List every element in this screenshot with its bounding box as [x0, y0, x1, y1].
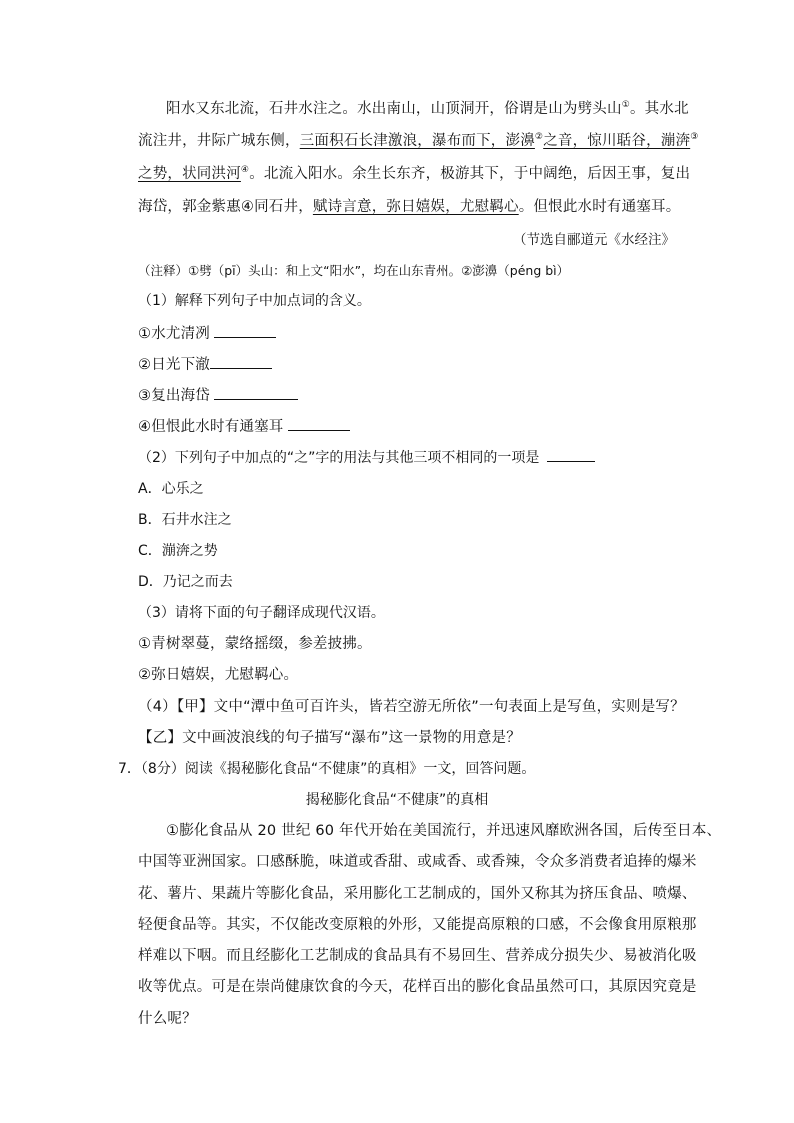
passage-text: 阳水又东北流，石井水注之。水出南山，山顶洞开，俗谓是山为劈头山: [166, 101, 622, 117]
passage-text: 。其水北: [629, 101, 689, 117]
question-2-option-a: A．心乐之: [138, 481, 204, 497]
question-4-line-2: 【乙】文中画波浪线的句子描写“瀑布”这一景物的用意是？: [138, 730, 521, 746]
article-line: 花、薯片、果蔬片等膨化食品，采用膨化工艺制成的，国外又称其为挤压食品、喷爆、: [138, 886, 697, 902]
item-text: ②日光下澈: [138, 357, 210, 373]
question-7-stem: 7．（8分）阅读《揭秘膨化食品“不健康”的真相》一文，回答问题。: [118, 761, 536, 777]
article-line: 收等优点。可是在崇尚健康饮食的今天，花样百出的膨化食品虽然可口，其原因究竟是: [138, 979, 697, 995]
footnote-mark: ①: [621, 100, 630, 111]
underlined-sentence: 之势，状同洪河: [138, 166, 241, 182]
question-3-item: ①青树翠蔓，蒙络摇缀，参差披拂。: [138, 636, 372, 652]
question-1-item: [138, 416, 350, 437]
article-line: 什么呢？: [138, 1011, 197, 1027]
answer-blank[interactable]: [547, 447, 595, 462]
article-line: 轻便食品等。其实，不仅能改变原粮的外形，又能提高原粮的口感，不会像食用原粮那: [138, 917, 697, 933]
footnote-mark: ②: [534, 132, 544, 143]
underlined-sentence: 三面积石长津激浪，瀑布而下，澎濞: [299, 133, 535, 149]
answer-blank[interactable]: [214, 385, 298, 400]
passage-source: （节选自郦道元《水经注》: [513, 232, 675, 248]
underlined-sentence: 之音，惊川聒谷，漰渀: [543, 133, 691, 149]
passage-line-1: [166, 99, 689, 119]
article-line: 中国等亚洲国家。口感酥脆，味道或香甜、或咸香、或香辣，令众多消费者追捧的爆米: [138, 854, 697, 870]
article-title: 揭秘膨化食品“不健康”的真相: [305, 792, 489, 808]
question-1-item: [138, 323, 276, 344]
item-text: ①水尤清冽: [138, 326, 210, 342]
answer-blank[interactable]: [210, 354, 272, 369]
question-1-item: [138, 354, 272, 375]
question-3-item: ②弥日嬉娱，尤慰羁心。: [138, 667, 299, 683]
question-1-item: [138, 385, 298, 406]
passage-text: 海岱，郭金紫惠④同石井，: [138, 199, 313, 215]
passage-line-2: [138, 131, 698, 151]
article-line: 样难以下咽。而且经膨化工艺制成的食品具有不易回生、营养成分损失少、易被消化吸: [138, 948, 697, 964]
question-1-stem: （1）解释下列句子中加点词的含义。: [138, 293, 371, 309]
question-2-option-d: D．乃记之而去: [138, 574, 233, 590]
item-text: ④但恨此水时有通塞耳: [138, 419, 284, 435]
passage-text: 流注井，井际广城东侧，: [138, 133, 300, 149]
footnote-mark: ④: [240, 165, 250, 176]
passage-line-3: [138, 164, 690, 184]
question-3-stem: （3）请将下面的句子翻译成现代汉语。: [138, 605, 385, 621]
stem-text: （2）下列句子中加点的“之”字的用法与其他三项不相同的一项是: [138, 450, 540, 466]
passage-line-4: [138, 197, 680, 217]
underlined-sentence: 赋诗言意，弥日嬉娱，尤慰羁心: [312, 199, 519, 215]
passage-notes: （注释）①劈（pī）头山：和上文“阳水”，均在山东青州。②澎濞（péng bì）: [138, 263, 570, 278]
footnote-mark: ③: [690, 132, 699, 143]
passage-text: 。但恨此水时有通塞耳。: [518, 199, 681, 215]
question-2-stem: [138, 447, 595, 468]
question-2-option-c: C．漰渀之势: [138, 543, 218, 559]
article-line: ①膨化食品从 20 世纪 60 年代开始在美国流行，并迅速风靡欧洲各国，后传至日本、: [166, 823, 722, 839]
question-4-line-1: （4）【甲】文中“潭中鱼可百许头，皆若空游无所依”一句表面上是写鱼，实则是写？: [138, 699, 685, 715]
question-2-option-b: B．石井水注之: [138, 512, 232, 528]
item-text: ③复出海岱: [138, 388, 210, 404]
answer-blank[interactable]: [214, 323, 276, 338]
passage-text: 。北流入阳水。余生长东齐，极游其下，于中阔绝，后因王事，复出: [249, 166, 691, 182]
answer-blank[interactable]: [288, 416, 350, 431]
